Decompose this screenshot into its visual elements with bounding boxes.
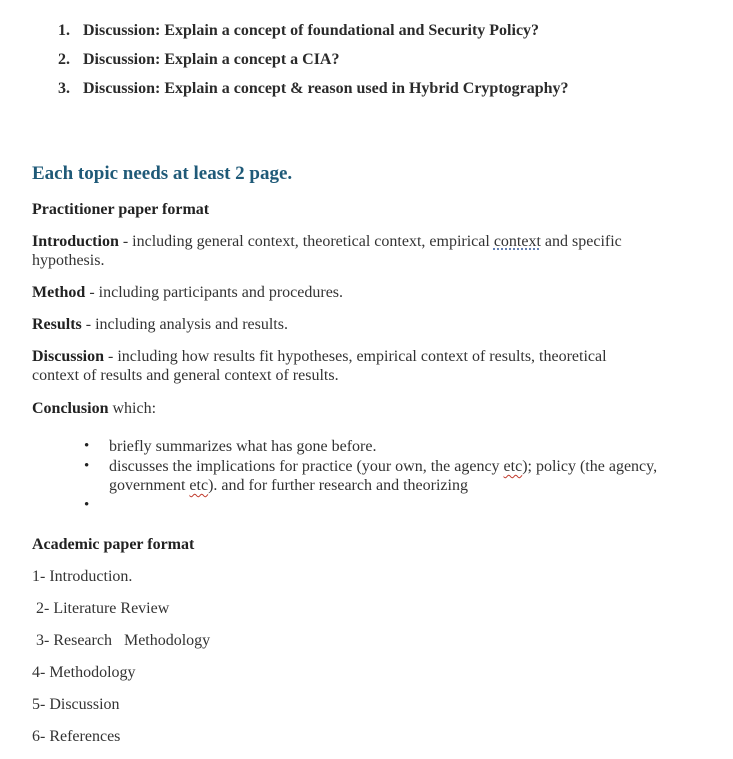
question-text: Discussion: Explain a concept & reason used in Hybrid Cryptography? [83, 80, 569, 97]
results-label: Results [32, 316, 82, 333]
question-number: 2. [58, 51, 70, 68]
spelling-flagged-word[interactable]: etc [503, 458, 523, 475]
method-paragraph [32, 283, 343, 302]
academic-item: 5- Discussion [32, 696, 120, 713]
introduction-label: Introduction [32, 233, 119, 250]
bullet-item-1: briefly summarizes what has gone before. [109, 438, 377, 455]
academic-title: Academic paper format [32, 536, 195, 553]
question-number: 3. [58, 80, 70, 97]
bullet-item-2 [109, 457, 657, 476]
bullet-2-text-a: discusses the implications for practice (your own, the agency [109, 458, 504, 475]
conclusion-label: Conclusion [32, 400, 109, 417]
academic-item: 1- Introduction. [32, 568, 133, 585]
introduction-text-a: - including general context, theoretical context, empirical [118, 233, 494, 250]
question-number: 1. [58, 22, 70, 39]
academic-item: 4- Methodology [32, 664, 136, 681]
academic-item: 6- References [32, 728, 121, 745]
introduction-paragraph [32, 232, 622, 251]
introduction-text-b: and specific [540, 233, 622, 250]
bullet-marker: • [84, 497, 90, 513]
discussion-paragraph [32, 347, 607, 366]
bullet-marker: • [84, 458, 90, 474]
bullet-2-text-b: ); policy (the agency, [522, 458, 658, 475]
bullet-2-line-2-a: government [109, 477, 190, 494]
bullet-item-2-line-2 [109, 476, 468, 495]
question-text: Discussion: Explain a concept a CIA? [83, 51, 340, 68]
discussion-line-2: context of results and general context of results. [32, 367, 339, 384]
bullet-2-line-2-b: ). and for further research and theorizing [208, 477, 468, 494]
introduction-line-2: hypothesis. [32, 252, 105, 269]
question-text: Discussion: Explain a concept of foundational and Security Policy? [83, 22, 540, 39]
grammar-flagged-word[interactable]: context [493, 233, 541, 250]
practitioner-title: Practitioner paper format [32, 201, 210, 218]
topic-heading: Each topic needs at least 2 page. [32, 163, 293, 184]
results-text: - including analysis and results. [81, 316, 288, 333]
method-label: Method [32, 284, 86, 301]
discussion-text: - including how results fit hypotheses, empirical context of results, theoretical [104, 348, 607, 365]
conclusion-text: which: [108, 400, 157, 417]
spelling-flagged-word[interactable]: etc [189, 477, 209, 494]
results-paragraph [32, 315, 288, 334]
method-text: - including participants and procedures. [85, 284, 344, 301]
academic-item: 2- Literature Review [32, 600, 170, 617]
discussion-label: Discussion [32, 348, 105, 365]
bullet-marker: • [84, 438, 90, 454]
academic-item: 3- Research Methodology [32, 632, 211, 649]
conclusion-paragraph [32, 399, 156, 418]
